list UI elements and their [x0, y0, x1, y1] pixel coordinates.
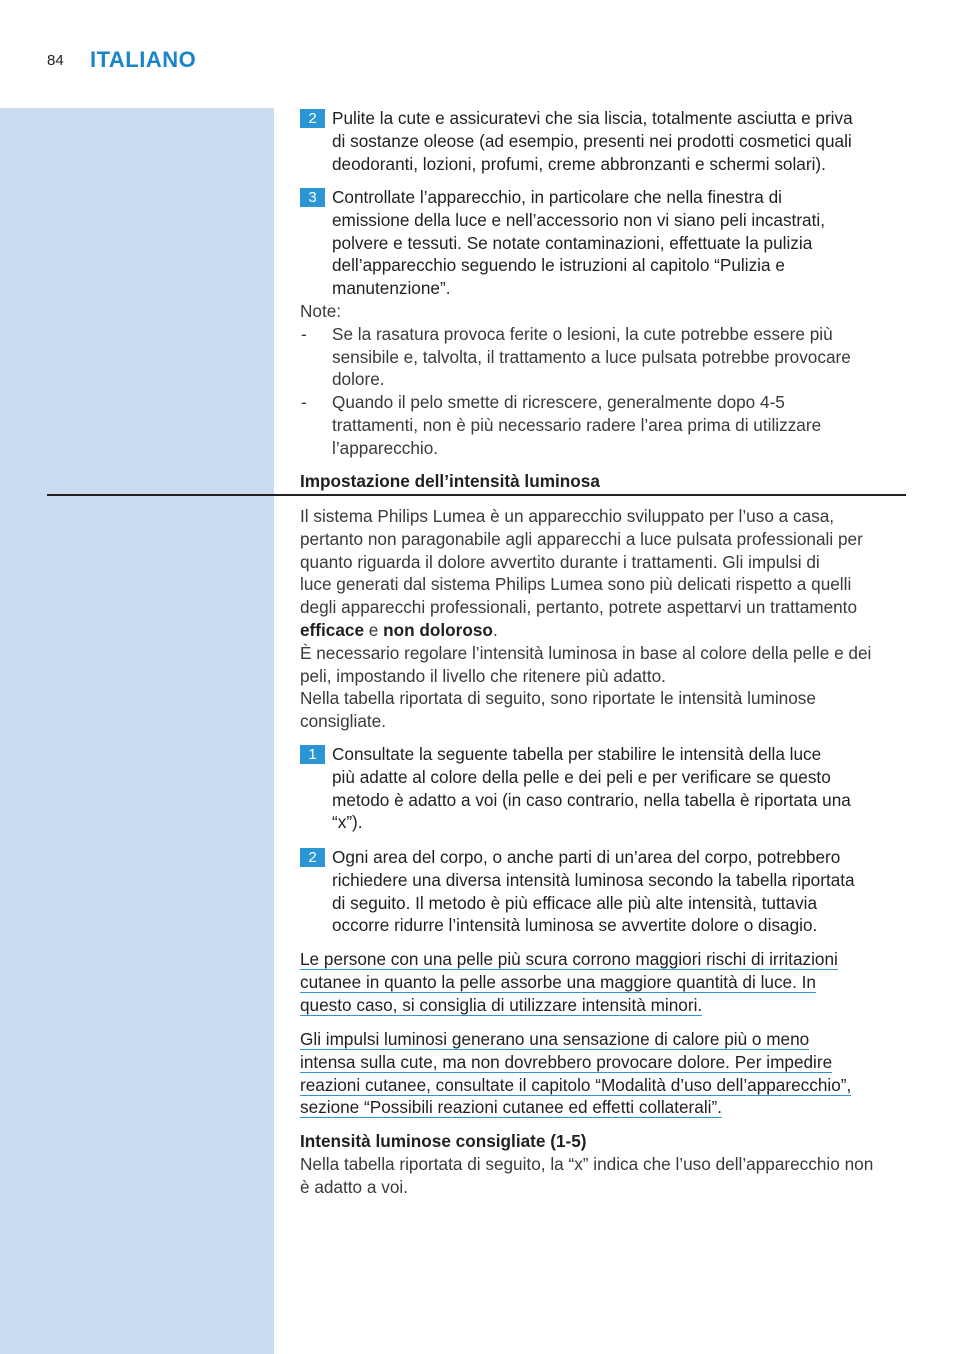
step-text: [332, 846, 906, 937]
text-line: [300, 619, 906, 642]
step-number-badge: 1: [300, 745, 325, 764]
text-line: dell’apparecchio seguendo le istruzioni al capitolo “Pulizia e: [332, 255, 785, 276]
text-line: “x”).: [332, 812, 363, 833]
text-line: sensibile e, talvolta, il trattamento a luce pulsata potrebbe provocare: [332, 346, 851, 367]
text-line: [300, 1028, 906, 1051]
step-number-badge: 2: [300, 109, 325, 128]
text-line: metodo è adatto a voi (in caso contrario, nella tabella è riportata una: [332, 789, 851, 810]
section-divider: [47, 494, 906, 496]
step-number-badge: 2: [300, 848, 325, 867]
step-text: [332, 107, 906, 175]
bold-text: efficace: [300, 619, 365, 640]
text-line: Controllate l’apparecchio, in particolare che nella finestra di: [332, 187, 782, 207]
warning-line: sezione “Possibili reazioni cutanee ed effetti collaterali”.: [300, 1097, 722, 1118]
note-dash: -: [301, 392, 307, 413]
text-line: Consultate la seguente tabella per stabilire le intensità della luce: [332, 744, 822, 764]
text-line: polvere e tessuti. Se notate contaminazioni, effettuate la pulizia: [332, 232, 813, 253]
text-line: Nella tabella riportata di seguito, sono riportate le intensità luminose: [300, 688, 816, 709]
warning-line: questo caso, si consiglia di utilizzare intensità minori.: [300, 994, 703, 1015]
text-line: [300, 994, 906, 1017]
text-line: peli, impostando il livello che ritenere più adatto.: [300, 665, 666, 686]
bold-text: non doloroso: [383, 619, 493, 640]
intro-paragraph: [300, 505, 906, 733]
inline-text: e: [364, 619, 384, 640]
note-item: [300, 323, 906, 391]
warning-line: intensa sulla cute, ma non dovrebbero provocare dolore. Per impedire: [300, 1051, 833, 1072]
inline-text: .: [492, 619, 498, 640]
text-line: [300, 971, 906, 994]
step-text: [332, 186, 906, 300]
warning-paragraph: [300, 1028, 906, 1119]
text-line: [300, 1074, 906, 1097]
warning-line: reazioni cutanee, consultate il capitolo “Modalità d’uso dell’apparecchio”,: [300, 1074, 852, 1095]
notes-block: [300, 300, 906, 460]
notes-label: Note:: [300, 301, 342, 321]
text-line: Il sistema Philips Lumea è un apparecchio sviluppato per l’uso a casa,: [300, 506, 835, 526]
text-line: Quando il pelo smette di ricrescere, generalmente dopo 4-5: [332, 392, 785, 413]
note-dash: -: [301, 323, 307, 344]
page-number: 84: [47, 52, 64, 69]
text-line: dolore.: [332, 369, 385, 390]
text-line: più adatte al colore della pelle e dei peli e per verificare se questo: [332, 766, 831, 787]
sub-heading: Intensità luminose consigliate (1-5): [300, 1131, 587, 1151]
text-line: Nella tabella riportata di seguito, la “x” indica che l’uso dell’apparecchio non: [300, 1154, 874, 1174]
warning-line: Gli impulsi luminosi generano una sensazione di calore più o meno: [300, 1029, 810, 1049]
warning-paragraph: [300, 948, 906, 1016]
step-item: [300, 846, 906, 937]
text-line: Ogni area del corpo, o anche parti di un’area del corpo, potrebbero: [332, 847, 841, 867]
warning-line: cutanee in quanto la pelle assorbe una maggiore quantità di luce. In: [300, 971, 816, 992]
closing-paragraph: [300, 1153, 906, 1199]
text-line: pertanto non paragonabile agli apparecchi a luce pulsata professionali per: [300, 528, 863, 549]
step-item: [300, 107, 906, 175]
text-line: Se la rasatura provoca ferite o lesioni, la cute potrebbe essere più: [332, 323, 833, 344]
step-item: [300, 186, 906, 300]
text-line: manutenzione”.: [332, 278, 451, 299]
language-title: ITALIANO: [90, 47, 197, 72]
step-text: [332, 743, 906, 834]
text-line: Pulite la cute e assicuratevi che sia liscia, totalmente asciutta e priva: [332, 108, 853, 128]
text-line: emissione della luce e nell’accessorio non vi siano peli incastrati,: [332, 209, 825, 230]
step-number-badge: 3: [300, 188, 325, 207]
text-line: È necessario regolare l’intensità luminosa in base al colore della pelle e dei: [300, 642, 872, 663]
text-line: trattamenti, non è più necessario radere l’area prima di utilizzare: [332, 414, 822, 435]
text-line: degli apparecchi professionali, pertanto, potrete aspettarvi un trattamento: [300, 597, 858, 618]
text-line: di seguito. Il metodo è più efficace alle più alte intensità, tuttavia: [332, 892, 818, 913]
text-line: quanto riguarda il dolore avvertito durante i trattamenti. Gli impulsi di: [300, 551, 820, 572]
text-line: l’apparecchio.: [332, 437, 439, 458]
text-line: di sostanze oleose (ad esempio, presenti nei prodotti cosmetici quali: [332, 130, 852, 151]
text-line: consigliate.: [300, 711, 386, 732]
note-item: [300, 391, 906, 459]
text-line: occorre ridurre l’intensità luminosa se avvertite dolore o disagio.: [332, 915, 818, 936]
text-line: richiedere una diversa intensità luminosa secondo la tabella riportata: [332, 869, 855, 890]
text-line: deodoranti, lozioni, profumi, creme abbronzanti e schermi solari).: [332, 153, 826, 174]
warning-line: Le persone con una pelle più scura corrono maggiori rischi di irritazioni: [300, 949, 838, 969]
text-line: è adatto a voi.: [300, 1176, 408, 1197]
sidebar-panel: [0, 108, 274, 1354]
text-line: [300, 948, 906, 971]
text-line: luce generati dal sistema Philips Lumea sono più delicati rispetto a quelli: [300, 574, 852, 595]
text-line: [300, 1096, 906, 1119]
section-heading: Impostazione dell’intensità luminosa: [300, 471, 600, 491]
text-line: [300, 1051, 906, 1074]
step-item: [300, 743, 906, 834]
